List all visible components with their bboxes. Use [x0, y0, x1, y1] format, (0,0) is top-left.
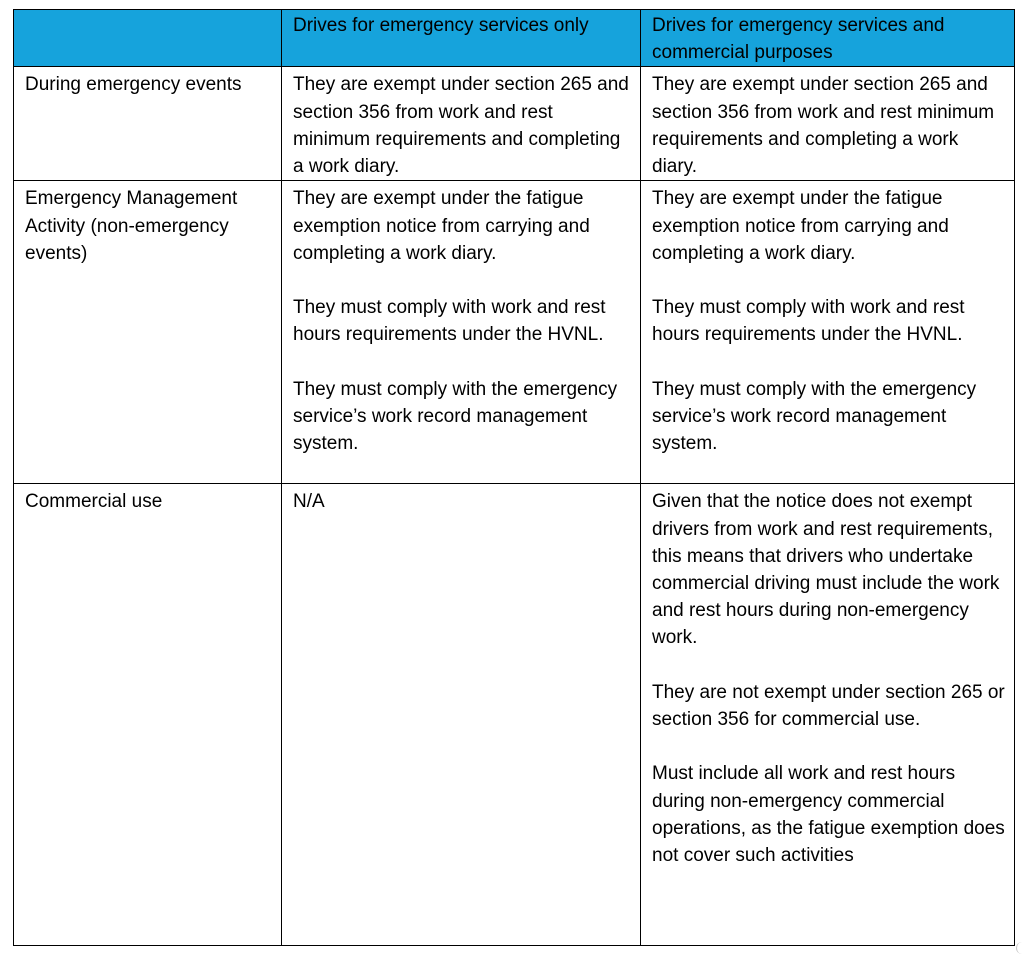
cell-paragraph: They are not exempt under section 265 or section 356 for commercial use.	[652, 681, 1005, 731]
cell-paragraph: They are exempt under the fatigue exemption notice from carrying and completing a work diary.	[652, 188, 949, 264]
cell-paragraph: They must comply with the emergency service’s work record management system.	[293, 378, 618, 455]
header-cell-emergency-and-commercial: Drives for emergency services and commercial purposes	[641, 10, 1015, 67]
row-label-cell: Emergency Management Activity (non-emergency events)	[14, 181, 282, 484]
cell-paragraph: They must comply with the emergency service’s work record management system.	[652, 378, 977, 455]
emergency-only-cell	[282, 67, 641, 181]
row-label-cell: Commercial use	[14, 484, 282, 946]
cell-paragraph: N/A	[293, 491, 325, 513]
cell-paragraph: Given that the notice does not exempt drivers from work and rest requirements, this means that drivers who undertake commercial driving must include the work and rest hours during non-emergency work.	[652, 491, 1000, 649]
table-row	[14, 181, 1015, 484]
row-label-cell: During emergency events	[14, 67, 282, 181]
header-cell-emergency-only: Drives for emergency services only	[282, 10, 641, 67]
header-cell-blank	[14, 10, 282, 67]
table-header-row	[14, 10, 1015, 67]
table-row	[14, 484, 1015, 946]
emergency-and-commercial-cell	[641, 181, 1015, 484]
emergency-and-commercial-cell	[641, 67, 1015, 181]
emergency-only-cell	[282, 484, 641, 946]
page-edge-mark	[1016, 942, 1024, 954]
cell-paragraph: They are exempt under section 265 and section 356 from work and rest minimum requirements and completing a work diary.	[652, 74, 995, 178]
cell-paragraph: Must include all work and rest hours during non-emergency commercial operations, as the fatigue exemption does not cover such activities	[652, 763, 1005, 867]
fatigue-exemption-table	[13, 9, 1015, 946]
table-row	[14, 67, 1015, 181]
cell-paragraph: They are exempt under section 265 and section 356 from work and rest minimum requirements and completing a work diary.	[293, 74, 629, 178]
cell-paragraph: They must comply with work and rest hours requirements under the HVNL.	[652, 297, 965, 346]
cell-paragraph: They are exempt under the fatigue exemption notice from carrying and completing a work diary.	[293, 188, 590, 264]
cell-paragraph: They must comply with work and rest hours requirements under the HVNL.	[293, 297, 606, 346]
emergency-and-commercial-cell	[641, 484, 1015, 946]
emergency-only-cell	[282, 181, 641, 484]
